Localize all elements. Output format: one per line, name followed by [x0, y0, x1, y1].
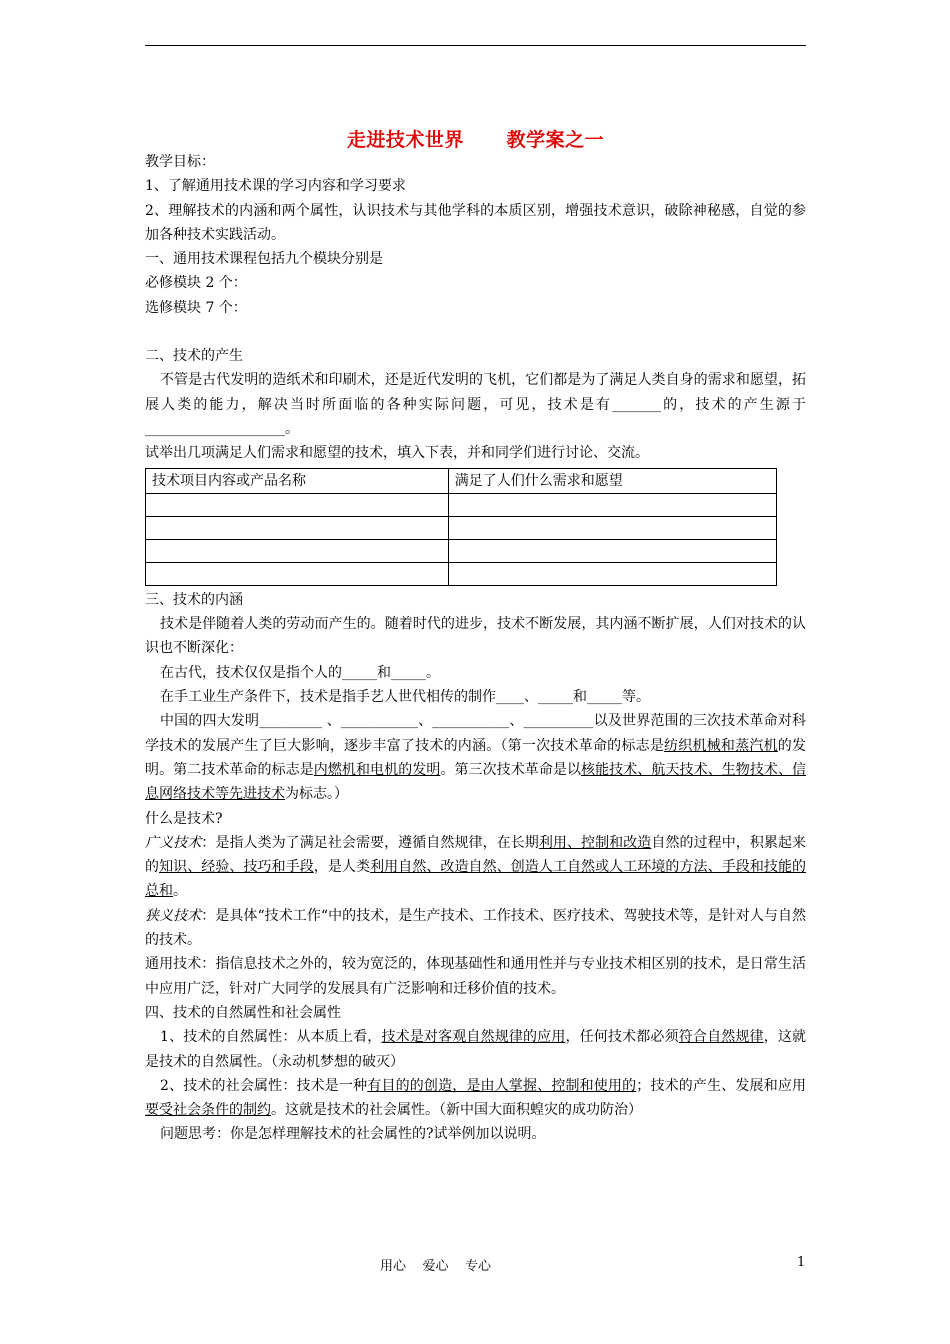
text: 。: [173, 883, 187, 900]
table-cell[interactable]: [448, 493, 776, 516]
required-modules: 必修模块 2 个：: [145, 275, 247, 292]
document-body: [145, 150, 806, 1147]
section-2-heading: 二、技术的产生: [145, 348, 243, 365]
table-cell[interactable]: [146, 539, 449, 562]
text: 1、技术的自然属性：从本质上看，: [160, 1029, 382, 1046]
text: ：是具体“技术工作“中的技术，是生产技术、工作技术、医疗技术、驾驶技术等，是针对人与自然的技术。: [145, 907, 807, 949]
table-row: [146, 493, 777, 516]
text: 。这就是技术的社会属性。（新中国大面积蝗灾的成功防治）: [271, 1102, 642, 1119]
underlined-text: 知识、经验、技巧和手段: [159, 859, 314, 876]
underlined-text: 要受社会条件的制约: [145, 1102, 271, 1119]
goal-item-1: 1、了解通用技术课的学习内容和学习要求: [145, 178, 406, 195]
general-technology-definition: 通用技术：指信息技术之外的，较为宽泛的，体现基础性和通用性并与专业技术相区别的技术，是日常生活中应用广泛，针对广大同学的发展具有广泛影响和迁移价值的技术。: [145, 956, 806, 997]
underlined-text: 利用、控制和改造: [538, 834, 652, 851]
section-1-heading: 一、通用技术课程包括九个模块分别是: [145, 251, 383, 268]
text: 自然的过程中，积累起来的: [145, 834, 807, 876]
text: ，这就是技术的自然属性。（永动机梦想的破灭）: [145, 1029, 807, 1070]
text: 的发明。第二技术革命的标志是: [145, 737, 807, 778]
revolutions-paragraph: [145, 709, 806, 806]
narrow-definition: [145, 904, 806, 953]
text: ；技术的产生、发展和应用: [636, 1077, 807, 1094]
goal-item-2: 2、理解技术的内涵和两个属性，认识技术与其他学科的本质区别，增强技术意识，破除神秘感，自觉的参加各种技术实践活动。: [145, 202, 806, 243]
table-cell[interactable]: [146, 516, 449, 539]
underlined-text: 技术是对客观自然规律的应用: [381, 1029, 566, 1046]
table-prompt: 试举出几项满足人们需求和愿望的技术，填入下表，并和同学们进行讨论、交流。: [145, 445, 649, 462]
elective-modules: 选修模块 7 个：: [145, 299, 247, 316]
document-title: 走进技术世界 教学案之一: [346, 129, 605, 151]
table-header-row: [146, 468, 777, 493]
table-row: [146, 562, 777, 585]
broad-definition: [145, 831, 806, 904]
needs-table: [145, 468, 777, 586]
table-header-cell: 满足了人们什么需求和愿望: [448, 468, 776, 493]
handicraft-technology: 在手工业生产条件下，技术是指手艺人世代相传的制作____、_____和_____等。: [160, 689, 650, 706]
table-row: [146, 539, 777, 562]
natural-attribute: [145, 1025, 806, 1074]
underlined-text: 纺织机械和蒸汽机: [664, 737, 778, 754]
table-cell[interactable]: [448, 516, 776, 539]
text: ：是指人类为了满足社会需要，遵循自然规律，在长期: [201, 834, 539, 851]
text: ，是人类: [313, 859, 371, 876]
origin-paragraph: 不管是古代发明的造纸术和印刷术，还是近代发明的飞机，它们都是为了满足人类自身的需求和愿望，拓展人类的能力，解决当时所面临的各种实际问题，可见，技术是有_______的，技术的产生源于____________________。: [145, 372, 806, 437]
table-cell[interactable]: [448, 562, 776, 585]
connotation-intro: 技术是伴随着人类的劳动而产生的。随着时代的进步，技术不断发展，其内涵不断扩展，人们对技术的认识也不断深化：: [145, 616, 806, 657]
text: 2、技术的社会属性：技术是一种: [160, 1077, 368, 1094]
header-rule: [145, 45, 806, 46]
footer-motto: 用心 爱心 专心: [380, 1259, 492, 1274]
text: 中国的四大发明_________ 、___________、___________、__________以及世界范围的三次技术革命对科学技术的发展产生了巨大影响，逐步丰富了技术的内涵。（第一次技术革命的标志是: [145, 713, 806, 754]
table-header-cell: 技术项目内容或产品名称: [146, 468, 449, 493]
discussion-question: 问题思考：你是怎样理解技术的社会属性的?试举例加以说明。: [160, 1126, 546, 1143]
underlined-text: 核能技术、航天技术、生物技术、信息网络技术等先进技术: [145, 761, 807, 803]
goals-heading: 教学目标：: [145, 154, 215, 170]
table-cell[interactable]: [448, 539, 776, 562]
ancient-technology: 在古代，技术仅仅是指个人的_____和_____。: [160, 664, 440, 681]
table-cell[interactable]: [146, 562, 449, 585]
spacer: [145, 320, 806, 344]
underlined-text: 利用自然、改造自然、创造人工自然或人工环境的方法、手段和技能的总和: [145, 859, 807, 900]
section-4-heading: 四、技术的自然属性和社会属性: [145, 1004, 341, 1021]
section-3-heading: 三、技术的内涵: [145, 591, 243, 608]
social-attribute: [145, 1074, 806, 1123]
italic-term: 狭义技术: [145, 907, 202, 924]
text: 。第三次技术革命是以: [440, 761, 582, 778]
italic-term: 广义技术: [145, 834, 202, 851]
page-number: 1: [797, 1255, 806, 1270]
text: ，任何技术都必须: [565, 1029, 679, 1046]
what-is-technology: 什么是技术?: [145, 810, 223, 827]
table-cell[interactable]: [146, 493, 449, 516]
underlined-text: 内燃机和电机的发明: [313, 761, 441, 778]
table-row: [146, 516, 777, 539]
underlined-text: 符合自然规律: [678, 1029, 764, 1046]
text: 为标志。）: [285, 786, 348, 803]
underlined-text: 有目的的创造，是由人掌握、控制和使用的: [367, 1077, 637, 1094]
